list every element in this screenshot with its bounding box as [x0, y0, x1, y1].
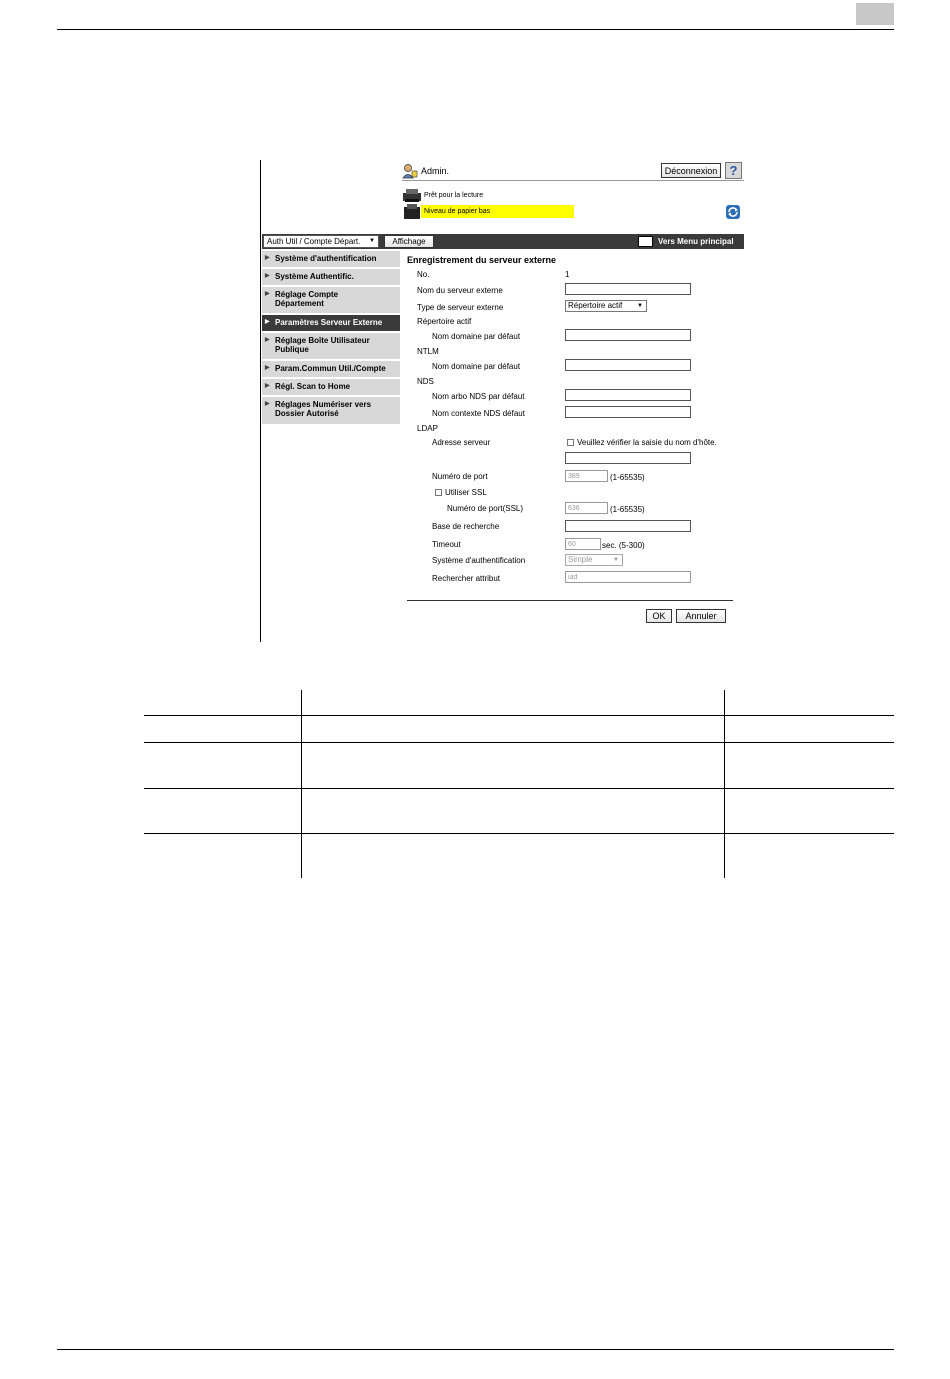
sidebar-item-auth-system[interactable]	[262, 251, 400, 268]
mode-select[interactable]	[263, 235, 379, 248]
refresh-icon[interactable]	[726, 205, 740, 219]
sidebar-item-scan-to-home[interactable]	[262, 379, 400, 396]
auth-system-select[interactable]	[565, 554, 623, 566]
chevron-down-icon: ▼	[369, 238, 375, 244]
printer-icon	[402, 188, 422, 204]
bottom-rule	[57, 1349, 894, 1350]
sidebar-item-scan-to-authorized-folder[interactable]	[262, 397, 400, 425]
nds-context-input[interactable]	[565, 406, 691, 418]
server-type-label: Type de serveur externe	[417, 303, 504, 312]
status-ready-text: Prêt pour la lecture	[424, 192, 484, 199]
port-label: Numéro de port	[432, 472, 488, 481]
table-rule	[144, 742, 894, 743]
top-rule	[57, 29, 894, 30]
sidebar-item-external-server[interactable]	[262, 315, 400, 332]
sidebar-item-label: Param.Commun Util./Compte	[275, 364, 386, 373]
sidebar-item-label: Système Authentific.	[275, 272, 354, 281]
triangle-right-icon: ▶	[265, 291, 270, 297]
port-input[interactable]	[565, 470, 608, 482]
timeout-unit: sec. (5-300)	[602, 541, 645, 550]
server-type-select[interactable]	[565, 300, 647, 312]
ntlm-domain-label: Nom domaine par défaut	[432, 362, 521, 371]
admin-user-icon	[402, 163, 418, 179]
page-number-box	[856, 3, 894, 25]
sidebar-item-label: Réglage Boîte Utilisateur Publique	[275, 336, 370, 354]
mode-select-value: Auth Util / Compte Départ.	[267, 237, 361, 246]
logout-button[interactable]: Déconnexion	[661, 163, 721, 178]
user-label: Admin.	[421, 166, 450, 176]
sidebar-item-label: Réglages Numériser vers Dossier Autorisé	[275, 400, 372, 418]
triangle-right-icon: ▶	[265, 319, 270, 325]
help-icon[interactable]: ?	[725, 162, 742, 179]
ntlm-domain-input[interactable]	[565, 359, 691, 371]
ad-section-label: Répertoire actif	[417, 317, 472, 326]
no-value: 1	[565, 270, 570, 279]
ad-domain-label: Nom domaine par défaut	[432, 332, 521, 341]
ad-domain-input[interactable]	[565, 329, 691, 341]
ldap-section-label: LDAP	[417, 424, 438, 433]
sidebar-item-public-user-box[interactable]	[262, 333, 400, 360]
triangle-right-icon: ▶	[265, 273, 270, 279]
form-divider	[407, 600, 733, 601]
search-base-input[interactable]	[565, 520, 691, 532]
verify-hostname-label: Veuillez vérifier la saisie du nom d'hôte.	[577, 438, 717, 447]
server-address-input[interactable]	[565, 452, 691, 464]
table-rule	[144, 833, 894, 834]
table-rule	[144, 788, 894, 789]
ssl-port-label: Numéro de port(SSL)	[447, 504, 524, 513]
server-type-value: Répertoire actif	[568, 301, 623, 310]
use-ssl-label: Utiliser SSL	[445, 488, 487, 497]
nds-tree-label: Nom arbo NDS par défaut	[432, 392, 525, 401]
sidebar-item-auth-system-short[interactable]	[262, 269, 400, 286]
paper-low-icon	[402, 204, 422, 220]
nds-tree-input[interactable]	[565, 389, 691, 401]
port-range: (1-65535)	[610, 473, 645, 482]
use-ssl-checkbox[interactable]	[435, 489, 442, 496]
status-paper-text: Niveau de papier bas	[424, 208, 491, 215]
triangle-right-icon: ▶	[265, 365, 270, 371]
header-divider	[402, 180, 744, 181]
chevron-down-icon: ▼	[613, 557, 619, 563]
chevron-down-icon: ▼	[637, 303, 643, 309]
no-label: No.	[417, 270, 430, 279]
auth-system-label: Système d'authentification	[432, 556, 526, 565]
auth-system-value: Simple	[568, 555, 593, 564]
table-column-rule	[301, 690, 302, 878]
search-attr-input[interactable]	[565, 571, 691, 583]
ntlm-section-label: NTLM	[417, 347, 439, 356]
server-address-label: Adresse serveur	[432, 438, 491, 447]
triangle-right-icon: ▶	[265, 383, 270, 389]
sidebar-item-label: Régl. Scan to Home	[275, 382, 351, 391]
timeout-label: Timeout	[432, 540, 461, 549]
sidebar-item-label: Système d'authentification	[275, 254, 377, 263]
server-name-label: Nom du serveur externe	[417, 286, 503, 295]
form-title: Enregistrement du serveur externe	[407, 255, 557, 265]
triangle-right-icon: ▶	[265, 337, 270, 343]
screenshot-left-border	[260, 160, 261, 642]
display-button[interactable]: Affichage	[384, 235, 434, 248]
sidebar-item-label: Réglage Compte Département	[275, 290, 339, 308]
nds-context-label: Nom contexte NDS défaut	[432, 409, 525, 418]
table-column-rule	[724, 690, 725, 878]
sidebar-item-common-user-account[interactable]	[262, 361, 400, 378]
cancel-button[interactable]: Annuler	[676, 609, 726, 623]
nds-section-label: NDS	[417, 377, 434, 386]
search-base-label: Base de recherche	[432, 522, 500, 531]
timeout-input[interactable]	[565, 538, 601, 550]
triangle-right-icon: ▶	[265, 255, 270, 261]
sidebar-item-label: Paramètres Serveur Externe	[275, 318, 383, 327]
search-attr-label: Rechercher attribut	[432, 574, 501, 583]
main-menu-icon[interactable]	[638, 236, 653, 247]
ssl-port-range: (1-65535)	[610, 505, 645, 514]
triangle-right-icon: ▶	[265, 401, 270, 407]
ssl-port-input[interactable]	[565, 502, 608, 514]
ok-button[interactable]: OK	[646, 609, 672, 623]
main-menu-link[interactable]: Vers Menu principal	[658, 237, 734, 246]
sidebar-item-department-account[interactable]	[262, 287, 400, 314]
server-name-input[interactable]	[565, 283, 691, 295]
table-rule	[144, 715, 894, 716]
verify-hostname-checkbox[interactable]	[567, 439, 574, 446]
